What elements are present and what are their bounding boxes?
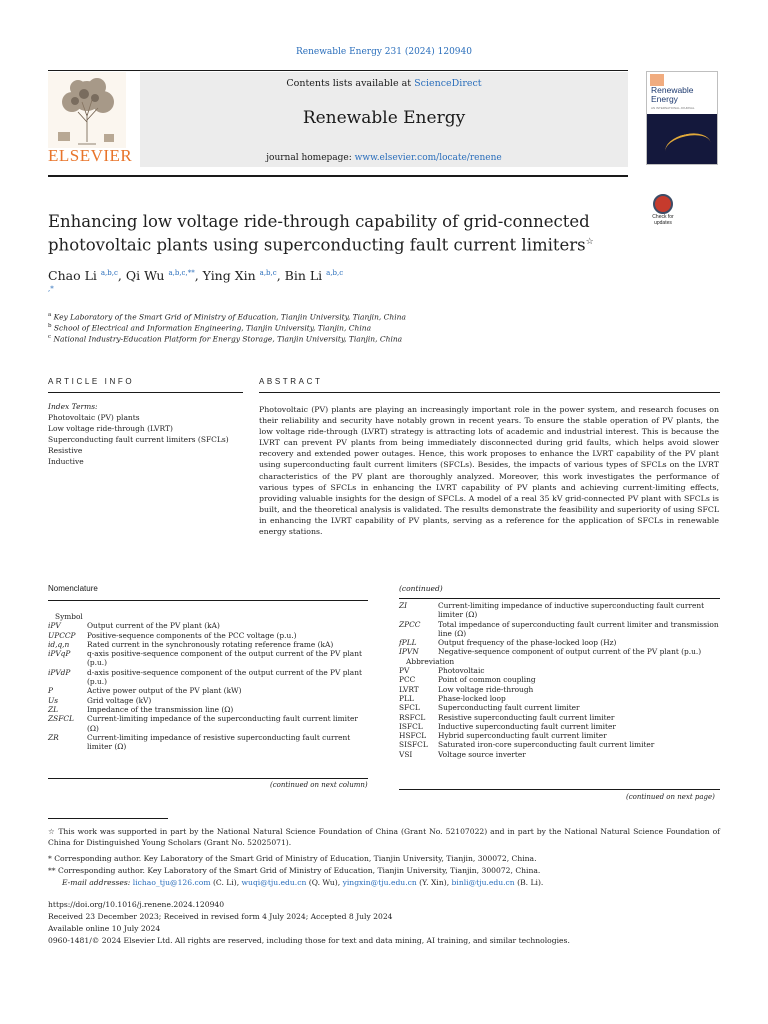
nomenclature-symbol: UPCCP	[48, 630, 76, 640]
email-owner: (Y. Xin),	[416, 878, 452, 887]
email-label: E-mail addresses:	[62, 878, 131, 887]
keyword: Photovoltaic (PV) plants	[48, 413, 140, 422]
nomenclature-description: Resistive superconducting fault current limiter	[438, 712, 615, 722]
title-line-1: Enhancing low voltage ride-through capability of grid-connected	[48, 212, 590, 231]
nomenclature-description: Superconducting fault current limiter	[438, 703, 580, 713]
nomenclature-row	[48, 631, 368, 640]
homepage-link[interactable]: www.elsevier.com/locate/renene	[354, 153, 502, 163]
nomenclature-symbol: ZSFCL	[48, 714, 74, 724]
abbreviation-term: PV	[399, 666, 410, 676]
nomenclature-row	[48, 696, 368, 705]
author-affil-marks[interactable]: a,b,c	[100, 268, 118, 277]
email-link[interactable]: lichao_tju@126.com	[132, 878, 211, 887]
nomenclature-description: q-axis positive-sequence component of the output current of the PV plant (p.u.)	[87, 649, 362, 668]
nomenclature-row	[399, 675, 720, 684]
abbreviation-label: Abbreviation	[406, 656, 455, 666]
nomenclature-right-rows	[399, 601, 720, 657]
elsevier-tree-icon	[48, 72, 126, 148]
abstract-text: Photovoltaic (PV) plants are playing an increasingly important role in the power system, and research focuses on their reliability and security have notably grown in recent years. To ensure the stable operation of PV plants, the low voltage ride-through (LVRT) strategy is attracting lots of academic and industrial interest. This is because the LVRT can prevent PV plants from being immediately disconnected during grid faults, which helps avoid slower recovery and extended power outages. Hence, this work proposes to enhance the LVRT capability of the PV plant using superconducting fault current limiters (SFCLs). Besides, the impacts of various types of SFCLs on the LVRT characteristics of the PV plant are thoroughly analyzed. Moreover, this work investigates the performance of various types of SFCLs in enhancing the LVRT capability of PV plants and achieving current-limiting effects, providing valuable insights for the design of SFCLs. A model of a real 35 kV grid-connected PV plant with SFCLs is built, and the theoretical analysis is validated. The results demonstrate the feasibility and superiority of using SFCL in enhancing the LVRT capability of PV plants, serving as a reference for the application of SFCLs in renewable energy stations.	[259, 405, 719, 537]
bookmark-icon	[653, 194, 673, 214]
affiliation-mark: c	[48, 334, 52, 340]
nomenclature-row	[399, 703, 720, 712]
nomenclature-description: Grid voltage (kV)	[87, 695, 152, 705]
nomenclature-heading: Nomenclature	[48, 584, 98, 593]
check-updates-line1: Check for	[652, 214, 674, 220]
article-info-heading: ARTICLE INFO	[48, 377, 135, 386]
nomenclature-row	[48, 733, 368, 752]
check-updates-line2: updates	[654, 220, 672, 226]
running-header[interactable]: Renewable Energy 231 (2024) 120940	[295, 47, 472, 57]
nomenclature-bottom-rule	[48, 778, 368, 779]
cover-art	[647, 114, 717, 164]
abbreviation-term: LVRT	[399, 684, 419, 694]
author-affil-marks[interactable]: a,b,c	[259, 268, 277, 277]
author-list: Chao Li $^{a,b,c}$, Qi Wu $^{a,b,c,**}$, Ying Xin $^{a,b,c}$, Bin Li $^{a,b,c}$	[48, 268, 344, 283]
nomenclature-row	[399, 685, 720, 694]
nomenclature-symbol: Us	[48, 695, 59, 705]
masthead-top-rule	[48, 70, 628, 71]
author-affil-marks[interactable]: a,b,c,**	[168, 268, 195, 277]
keyword: Inductive	[48, 457, 84, 466]
nomenclature-description: Photovoltaic	[438, 666, 485, 676]
nomenclature-top-rule	[48, 600, 368, 601]
contents-line	[140, 78, 628, 89]
abbreviation-term: PCC	[399, 675, 416, 685]
nomenclature-row	[399, 647, 720, 656]
nomenclature-symbol: id,q,n	[48, 639, 70, 649]
abstract-rule	[259, 392, 720, 393]
keyword: Low voltage ride-through (LVRT)	[48, 424, 173, 433]
title-line-2: photovoltaic plants using superconducting fault current limiters	[48, 235, 586, 255]
continued-bottom-rule	[399, 789, 720, 790]
nomenclature-symbol: iPVdP	[48, 667, 71, 677]
affiliation-text: School of Electrical and Information Engineering, Tianjin University, Tianjin, China	[53, 323, 372, 333]
abbreviation-term: PLL	[399, 693, 414, 703]
nomenclature-description: Low voltage ride-through	[438, 684, 534, 694]
corresponding-footnote-1: * Corresponding author. Key Laboratory of the Smart Grid of Ministry of Education, Tianjin University, Tianjin, 300072, China.	[48, 854, 537, 863]
paper-title	[48, 211, 608, 256]
abbreviation-term: SISFCL	[399, 740, 428, 750]
check-updates-label	[645, 214, 681, 226]
email-link[interactable]: binli@tju.edu.cn	[451, 878, 515, 887]
nomenclature-left-table	[48, 612, 368, 751]
author-name[interactable]: Ying Xin	[202, 268, 256, 283]
abbreviation-term: RSFCL	[399, 712, 426, 722]
nomenclature-symbol: fPLL	[399, 638, 417, 648]
doi-link[interactable]: https://doi.org/10.1016/j.renene.2024.120940	[48, 900, 225, 909]
affiliation-text: Key Laboratory of the Smart Grid of Ministry of Education, Tianjin University, Tianjin, China	[53, 312, 406, 322]
affiliation-mark: b	[48, 323, 52, 329]
affiliation-mark: a	[48, 312, 52, 318]
continued-next-column: (continued on next column)	[270, 781, 368, 789]
email-link[interactable]: yingxin@tju.edu.cn	[342, 878, 417, 887]
sciencedirect-link[interactable]: ScienceDirect	[414, 78, 482, 89]
nomenclature-row	[48, 714, 368, 733]
nomenclature-description: Current-limiting impedance of inductive superconducting fault current limiter (Ω)	[438, 601, 705, 620]
funding-footnote: ☆ This work was supported in part by the National Natural Science Foundation of China (Grant No. 52107022) and in part by the National Natural Science Foundation of China for Distinguished Young Scholars (Grant No. 52025071).	[48, 827, 720, 847]
masthead-bottom-rule	[48, 175, 628, 177]
corresponding-footnote-2: ** Corresponding author. Key Laboratory of the Smart Grid of Ministry of Education, Tianjin University, Tianjin, 300072, China.	[48, 866, 541, 875]
cover-subtitle: AN INTERNATIONAL JOURNAL	[651, 106, 695, 110]
nomenclature-row	[399, 601, 720, 620]
journal-banner	[140, 72, 628, 167]
footnote-rule	[48, 818, 168, 819]
nomenclature-description: d-axis positive-sequence component of the output current of the PV plant (p.u.)	[87, 667, 362, 687]
affiliation	[48, 334, 402, 344]
publisher-name: ELSEVIER	[48, 146, 133, 165]
abbreviation-term: VSI	[399, 749, 413, 759]
check-for-updates-button[interactable]	[645, 194, 681, 232]
nomenclature-row	[399, 731, 720, 740]
nomenclature-description: Output frequency of the phase-locked loop (Hz)	[438, 638, 617, 648]
nomenclature-description: Positive-sequence components of the PCC voltage (p.u.)	[87, 630, 297, 640]
email-owner: (C. Li),	[210, 878, 242, 887]
author-name[interactable]: Chao Li	[48, 268, 97, 283]
nomenclature-description: Rated current in the synchronously rotating reference frame (kA)	[87, 639, 334, 649]
nomenclature-row	[48, 649, 368, 668]
cover-swirl-icon	[663, 130, 713, 165]
nomenclature-symbol: ZI	[399, 601, 408, 610]
keyword: Superconducting fault current limiters (SFCLs)	[48, 435, 229, 444]
nomenclature-description: Active power output of the PV plant (kW)	[87, 686, 242, 696]
email-link[interactable]: wuqi@tju.edu.cn	[241, 878, 307, 887]
nomenclature-description: Total impedance of superconducting fault current limiter and transmission line (Ω)	[438, 619, 719, 638]
nomenclature-symbol: ZPCC	[399, 619, 421, 629]
nomenclature-symbol: iPVqP	[48, 649, 71, 659]
corresponding-mark[interactable]: ,*	[48, 285, 54, 293]
nomenclature-row	[399, 666, 720, 675]
nomenclature-row	[399, 638, 720, 647]
nomenclature-row	[48, 668, 368, 687]
article-history: Received 23 December 2023; Received in revised form 4 July 2024; Accepted 8 July 2024	[48, 912, 393, 921]
nomenclature-row	[399, 740, 720, 749]
nomenclature-description: Current-limiting impedance of the superconducting fault current limiter (Ω)	[87, 714, 358, 733]
nomenclature-row	[399, 722, 720, 731]
nomenclature-row	[399, 620, 720, 639]
nomenclature-left-rows	[48, 621, 368, 751]
continued-heading: (continued)	[399, 584, 443, 593]
author-affil-marks[interactable]: a,b,c	[326, 268, 344, 277]
available-online: Available online 10 July 2024	[48, 924, 161, 933]
nomenclature-right-table	[399, 601, 720, 759]
nomenclature-symbol: iPV	[48, 621, 61, 631]
abbreviation-term: ISFCL	[399, 721, 423, 731]
continued-next-page: (continued on next page)	[626, 793, 715, 801]
abbreviation-term: HSFCL	[399, 731, 427, 741]
nomenclature-description: Hybrid superconducting fault current limiter	[438, 731, 607, 741]
nomenclature-row	[48, 705, 368, 714]
journal-title: Renewable Energy	[302, 108, 466, 128]
nomenclature-row	[48, 686, 368, 695]
nomenclature-description: Voltage source inverter	[438, 749, 526, 759]
nomenclature-row	[48, 621, 368, 630]
nomenclature-description: Output current of the PV plant (kA)	[87, 621, 220, 631]
email-owner: (Q. Wu),	[306, 878, 343, 887]
index-terms-label: Index Terms:	[48, 402, 98, 411]
abbreviation-rows	[399, 666, 720, 759]
nomenclature-symbol: P	[48, 686, 53, 696]
copyright-line: 0960-1481/© 2024 Elsevier Ltd. All rights are reserved, including those for text and data mining, AI training, and similar technologies.	[48, 936, 570, 945]
nomenclature-row	[399, 750, 720, 759]
affiliation	[48, 312, 406, 322]
affiliation	[48, 323, 371, 333]
affiliation-text: National Industry-Education Platform for Energy Storage, Tianjin University, Tianjin, China	[53, 334, 403, 344]
homepage-line	[140, 153, 628, 163]
nomenclature-description: Point of common coupling	[438, 675, 536, 685]
nomenclature-row	[399, 694, 720, 703]
email-footnote	[48, 877, 720, 888]
author-name[interactable]: Bin Li	[284, 268, 323, 283]
nomenclature-symbol: IPVN	[399, 647, 419, 657]
cover-title: Renewable Energy	[651, 85, 694, 104]
email-owner: (B. Li).	[514, 878, 544, 887]
contents-prefix: Contents lists available at	[286, 78, 415, 89]
keyword: Resistive	[48, 446, 83, 455]
homepage-prefix: journal homepage:	[266, 153, 355, 163]
continued-top-rule	[399, 598, 720, 599]
nomenclature-symbol: ZR	[48, 732, 59, 742]
nomenclature-row	[48, 640, 368, 649]
journal-cover[interactable]	[646, 71, 718, 165]
nomenclature-row	[399, 713, 720, 722]
author-name[interactable]: Qi Wu	[125, 268, 165, 283]
nomenclature-description: Impedance of the transmission line (Ω)	[87, 704, 234, 714]
nomenclature-symbol: ZL	[48, 704, 59, 714]
title-footnote-mark[interactable]: ☆	[585, 237, 594, 247]
abstract-heading: ABSTRACT	[259, 377, 323, 386]
abbreviation-term: SFCL	[399, 703, 420, 713]
nomenclature-description: Inductive superconducting fault current limiter	[438, 721, 616, 731]
elsevier-logo	[48, 72, 133, 168]
nomenclature-description: Saturated iron-core superconducting fault current limiter	[438, 740, 655, 750]
nomenclature-description: Phase-locked loop	[438, 693, 506, 703]
symbol-label: Symbol	[55, 612, 83, 621]
article-info-rule	[48, 392, 243, 393]
nomenclature-description: Current-limiting impedance of resistive superconducting fault current limiter (Ω)	[87, 732, 351, 752]
nomenclature-description: Negative-sequence component of output current of the PV plant (p.u.)	[438, 647, 702, 657]
